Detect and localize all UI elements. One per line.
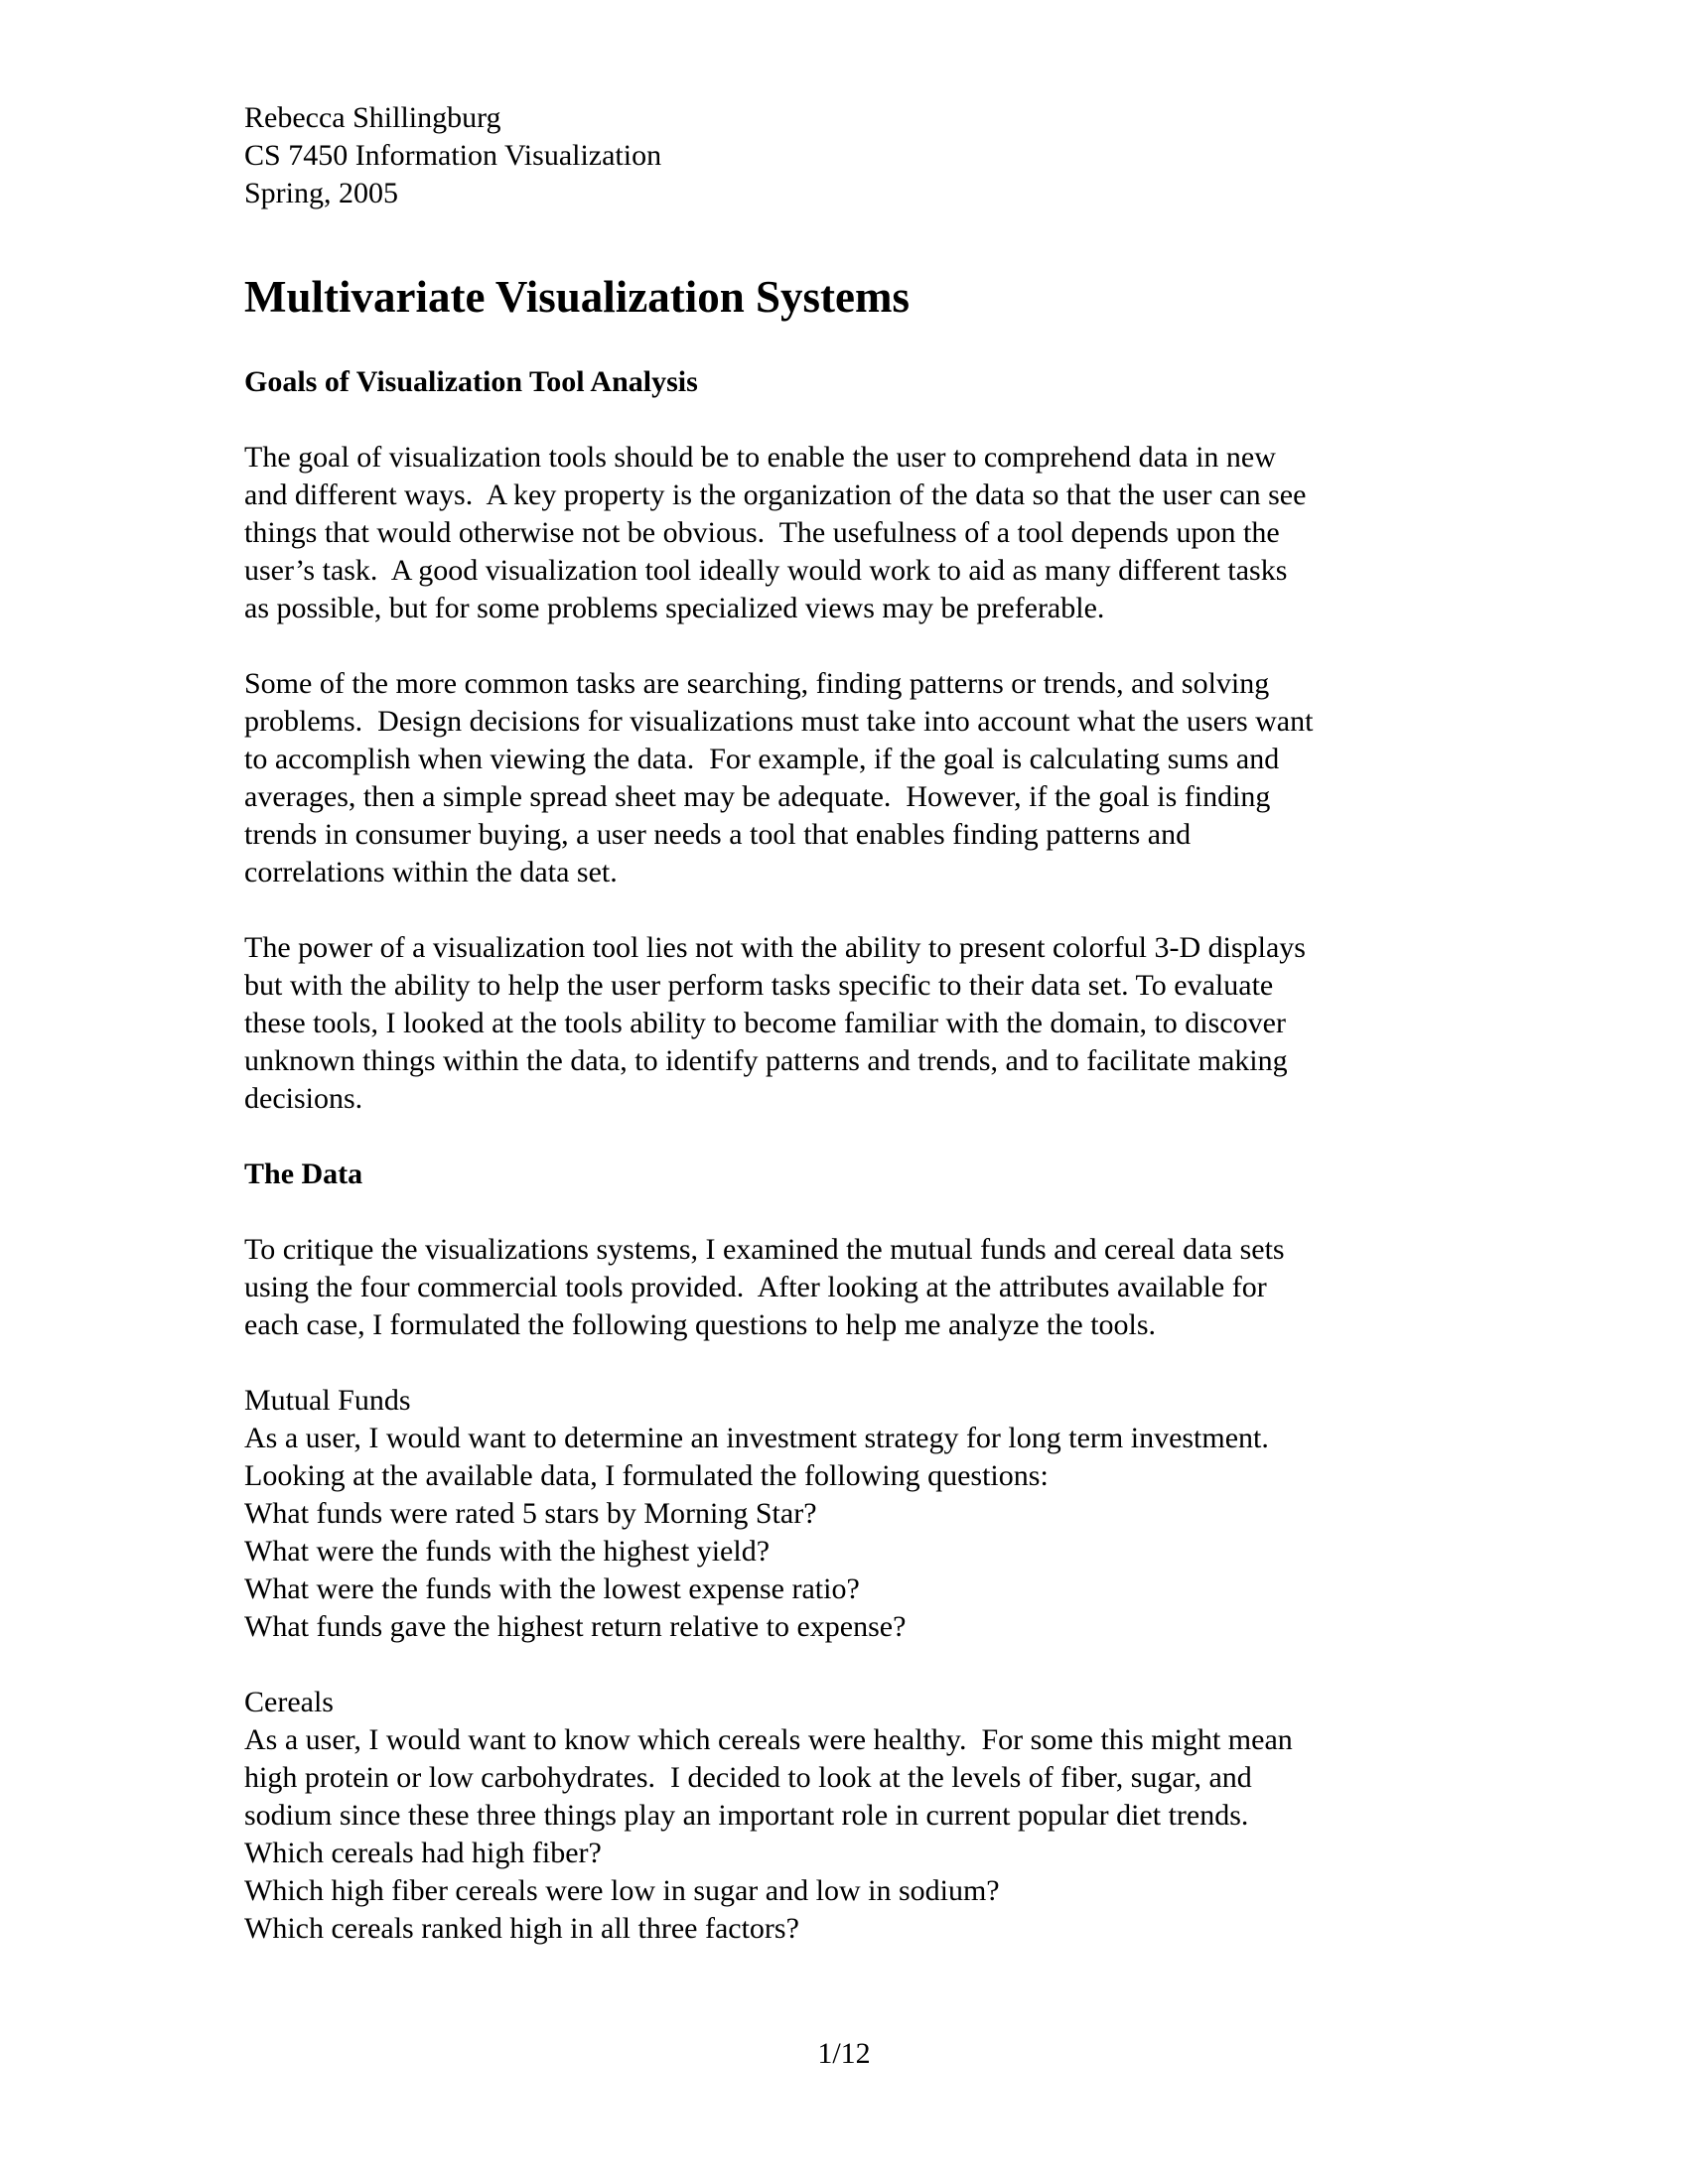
text-line: What were the funds with the lowest expense ratio? [244, 1572, 860, 1605]
text-line: high protein or low carbohydrates. I decided to look at the levels of fiber, sugar, and [244, 1761, 1252, 1794]
text-line: averages, then a simple spread sheet may be adequate. However, if the goal is finding [244, 780, 1271, 813]
text-line: as possible, but for some problems specialized views may be preferable. [244, 592, 1105, 624]
text-line: correlations within the data set. [244, 856, 618, 888]
text-line: What funds gave the highest return relative to expense? [244, 1610, 907, 1643]
text-line: user’s task. A good visualization tool ideally would work to aid as many different tasks [244, 554, 1288, 587]
cereals-lines [244, 1721, 1495, 1948]
mutual-funds-label: Mutual Funds [244, 1384, 411, 1417]
text-line: As a user, I would want to determine an investment strategy for long term investment. [244, 1422, 1269, 1454]
course-name: CS 7450 Information Visualization [244, 139, 662, 172]
text-line: The power of a visualization tool lies not with the ability to present colorful 3-D displays [244, 931, 1306, 964]
paragraph-data-intro [244, 1231, 1495, 1344]
text-line: What were the funds with the highest yield? [244, 1535, 771, 1568]
cereals-label: Cereals [244, 1686, 334, 1718]
text-line: things that would otherwise not be obvious. The usefulness of a tool depends upon the [244, 516, 1280, 549]
page-number: 1/12 [817, 2037, 871, 2070]
mutual-funds-lines [244, 1420, 1495, 1646]
text-line: Which cereals had high fiber? [244, 1837, 602, 1869]
text-line: Looking at the available data, I formulated the following questions: [244, 1459, 1049, 1492]
author-block [244, 99, 1495, 212]
paragraph-goals-3 [244, 929, 1495, 1118]
text-line: but with the ability to help the user perform tasks specific to their data set. To evaluate [244, 969, 1274, 1002]
mutual-funds-block [244, 1382, 1495, 1646]
text-line: sodium since these three things play an important role in current popular diet trends. [244, 1799, 1249, 1832]
author-name: Rebecca Shillingburg [244, 101, 501, 134]
text-line: these tools, I looked at the tools ability to become familiar with the domain, to discover [244, 1007, 1286, 1039]
document-content [244, 99, 1495, 1948]
text-line: What funds were rated 5 stars by Morning Star? [244, 1497, 817, 1530]
text-line: To critique the visualizations systems, I examined the mutual funds and cereal data sets [244, 1233, 1285, 1266]
cereals-block [244, 1684, 1495, 1948]
text-line: using the four commercial tools provided. After looking at the attributes available for [244, 1271, 1267, 1303]
term: Spring, 2005 [244, 177, 399, 209]
text-line: problems. Design decisions for visualizations must take into account what the users want [244, 705, 1314, 738]
text-line: to accomplish when viewing the data. For example, if the goal is calculating sums and [244, 743, 1280, 775]
text-line: trends in consumer buying, a user needs a tool that enables finding patterns and [244, 818, 1192, 851]
document-title: Multivariate Visualization Systems [244, 272, 910, 322]
text-line: and different ways. A key property is the organization of the data so that the user can see [244, 478, 1307, 511]
text-line: Which cereals ranked high in all three factors? [244, 1912, 799, 1945]
text-line: decisions. [244, 1082, 363, 1115]
paragraph-goals-2 [244, 665, 1495, 891]
text-line: each case, I formulated the following questions to help me analyze the tools. [244, 1308, 1157, 1341]
text-line: Some of the more common tasks are searching, finding patterns or trends, and solving [244, 667, 1270, 700]
text-line: unknown things within the data, to identify patterns and trends, and to facilitate making [244, 1044, 1288, 1077]
text-line: As a user, I would want to know which cereals were healthy. For some this might mean [244, 1723, 1293, 1756]
section-heading-goals: Goals of Visualization Tool Analysis [244, 365, 698, 398]
section-heading-data: The Data [244, 1158, 363, 1190]
text-line: Which high fiber cereals were low in sugar and low in sodium? [244, 1874, 1000, 1907]
paragraph-goals-1 [244, 439, 1495, 627]
text-line: The goal of visualization tools should be to enable the user to comprehend data in new [244, 441, 1276, 474]
